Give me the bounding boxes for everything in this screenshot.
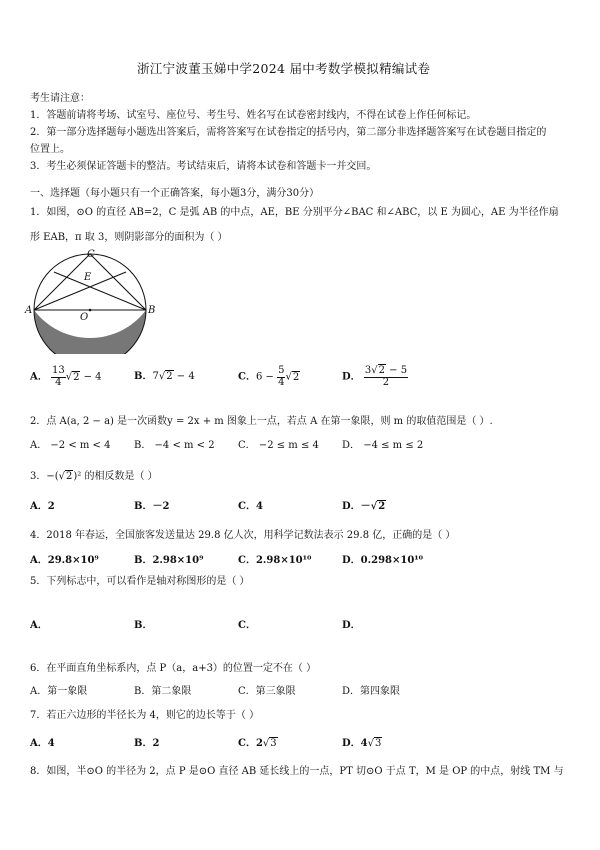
q5-option-a[interactable]: A． (30, 620, 48, 631)
q2-option-d[interactable]: D． −4 ≤ m ≤ 2 (342, 440, 424, 451)
q1-figure (22, 248, 158, 354)
q4-option-d[interactable]: D．0.298×10¹⁰ (342, 555, 424, 566)
notice-line-3: 3．考生必须保证答题卡的整洁。考试结束后，请将本试卷和答题卡一并交回。 (30, 161, 377, 172)
q3-option-b[interactable]: B．－2 (134, 501, 170, 512)
q4-option-a[interactable]: A．29.8×10⁹ (30, 555, 99, 566)
q6-option-a[interactable]: A．第一象限 (30, 686, 88, 697)
bisector-ae (34, 272, 126, 310)
q3-option-d[interactable]: D．－√2 (342, 501, 386, 512)
q1-option-c[interactable]: C．6 − $\frac{5}{4}$ √2 (238, 365, 300, 388)
bisector-be (54, 272, 146, 310)
q2-option-c[interactable]: C． −2 ≤ m ≤ 4 (238, 440, 319, 451)
label-b: B (148, 305, 156, 316)
q2-stem: 2．点 A(a, 2 − a) 是一次函数y = 2x + m 图象上一点，若点 A 在第一象限，则 m 的取值范围是（ ）. (30, 416, 493, 427)
q7-option-b[interactable]: B．2 (134, 738, 160, 749)
chord-ac (34, 254, 90, 310)
label-c: C (87, 249, 95, 260)
q6-option-b[interactable]: B．第二象限 (134, 686, 192, 697)
q7-option-c[interactable]: C．2√3 (238, 738, 277, 749)
label-e: E (84, 272, 92, 283)
q4-option-b[interactable]: B．2.98×10⁹ (134, 555, 204, 566)
notice-line-2a: 2．第一部分选择题每小题选出答案后，需将答案写在试卷指定的括号内，第二部分非选择题答案写在试卷题目指定的 (30, 127, 547, 138)
notice-line-1: 1．答题前请将考场、试室号、座位号、考生号、姓名写在试卷密封线内，不得在试卷上作任何标记。 (30, 110, 477, 121)
q5-stem: 5．下列标志中，可以看作是轴对称图形的是（ ） (30, 576, 250, 587)
q6-stem: 6．在平面直角坐标系内，点 P（a，a+3）的位置一定不在（ ） (30, 663, 317, 674)
q2-option-a[interactable]: A． −2 < m < 4 (30, 440, 111, 451)
q4-stem: 4．2018 年春运，全国旅客发送量达 29.8 亿人次，用科学记数法表示 29.8 亿，正确的是（ ） (30, 530, 456, 541)
q5-option-d[interactable]: D． (342, 620, 361, 631)
q7-option-a[interactable]: A．4 (30, 738, 55, 749)
q6-option-c[interactable]: C．第三象限 (238, 686, 296, 697)
q3-stem: 3．−(√2)² 的相反数是（ ） (30, 471, 158, 482)
q1-option-d[interactable]: D． $\frac{3√2 - 5}{2}$ (342, 365, 408, 388)
chord-bc (90, 254, 146, 310)
q3-option-c[interactable]: C．4 (238, 501, 263, 512)
q7-stem: 7．若正六边形的半径长为 4，则它的边长等于（ ） (30, 710, 260, 721)
q5-option-c[interactable]: C． (238, 620, 256, 631)
q3-option-a[interactable]: A．2 (30, 501, 55, 512)
page-title: 浙江宁波董玉娣中学2024 届中考数学模拟精编试卷 (137, 61, 431, 76)
q1-stem-line2: 形 EAB，π 取 3，则阴影部分的面积为（ ） (30, 232, 228, 243)
q1-option-b[interactable]: B．7√2 − 4 (134, 371, 195, 382)
q2-option-b[interactable]: B． −4 < m < 2 (134, 440, 215, 451)
q1-stem-line1: 1．如图，⊙O 的直径 AB=2，C 是弧 AB 的中点，AE，BE 分别平分∠BAC 和∠ABC，以 E 为圆心，AE 为半径作扇 (30, 207, 559, 218)
center-point (89, 309, 92, 312)
q4-option-c[interactable]: C．2.98×10¹⁰ (238, 555, 312, 566)
section-heading: 一、选择题（每小题只有一个正确答案，每小题3分，满分30分） (30, 188, 320, 199)
q1-option-a[interactable]: A． $\frac{13}{4}$ √2 − 4 (30, 365, 102, 388)
shaded-region (34, 310, 146, 354)
label-a: A (25, 305, 33, 316)
q5-option-b[interactable]: B． (134, 620, 153, 631)
q6-option-d[interactable]: D．第四象限 (342, 686, 401, 697)
notice-line-2b: 位置上。 (30, 144, 70, 155)
notice-heading: 考生请注意： (30, 93, 90, 104)
q7-option-d[interactable]: D．4√3 (342, 738, 382, 749)
label-o: O (80, 312, 89, 323)
q8-stem: 8．如图，半⊙O 的半径为 2，点 P 是⊙O 直径 AB 延长线上的一点，PT 切⊙O 于点 T，M 是 OP 的中点，射线 TM 与 (30, 766, 564, 777)
